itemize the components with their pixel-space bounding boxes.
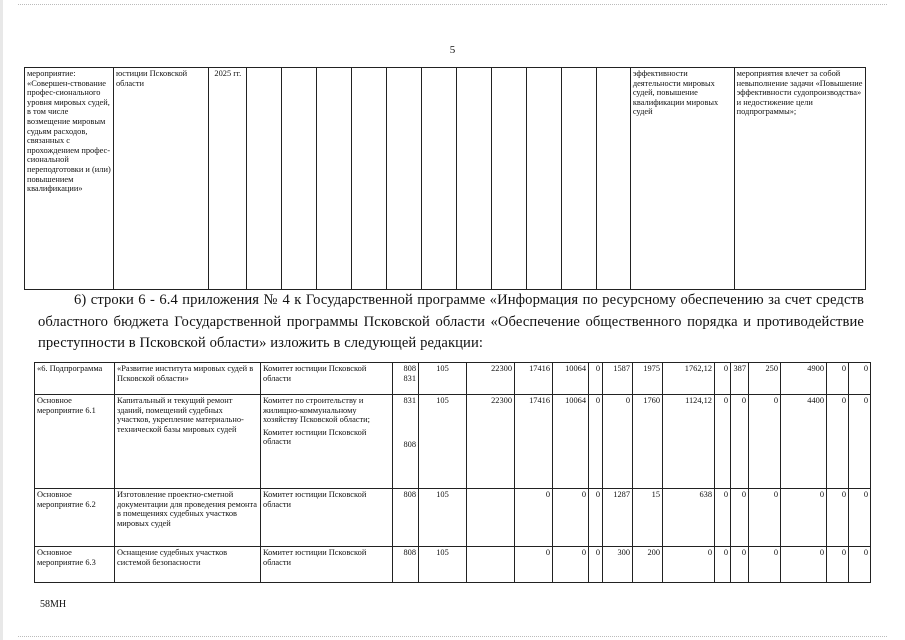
cell-empty <box>317 68 352 290</box>
page-number: 5 <box>449 44 456 56</box>
cell-value: 0 <box>515 489 553 547</box>
cell-value: 0 <box>715 395 731 489</box>
cell-value: 1287 <box>603 489 633 547</box>
cell-value: 4900 <box>781 363 827 395</box>
cell-value: 250 <box>749 363 781 395</box>
cell-value: 22300 <box>467 363 515 395</box>
cell-name: Капитальный и текущий ремонт зданий, помещений судебных участков, укрепление материально-технической базы мировых судей <box>115 395 261 489</box>
executor-line: Комитет юстиции Псковской области <box>263 427 367 447</box>
cell-value: 22300 <box>467 395 515 489</box>
cell-section: 105 <box>419 489 467 547</box>
cell-value: 1975 <box>633 363 663 395</box>
table-row <box>25 68 866 290</box>
cell-gov-code: 808 <box>393 489 419 547</box>
cell-executor <box>261 363 393 395</box>
cell-empty <box>282 68 317 290</box>
cell-name: Оснащение судебных участков системой безопасности <box>115 547 261 583</box>
cell-empty <box>352 68 387 290</box>
table-row <box>35 489 871 547</box>
cell-value: 0 <box>553 547 589 583</box>
scan-edge <box>0 0 3 640</box>
cell-number: Основное мероприятие 6.2 <box>35 489 115 547</box>
cell-value: 0 <box>589 547 603 583</box>
cell-value: 1762,12 <box>663 363 715 395</box>
cell-value: 0 <box>663 547 715 583</box>
cell-empty <box>561 68 596 290</box>
executor-line: Комитет по строительству и жилищно-коммунальному хозяйству Псковской области; <box>263 396 370 425</box>
amendment-paragraph: 6) строки 6 - 6.4 приложения № 4 к Государственной программе «Информация по ресурсному обеспечению за счет средств областного бюджета Государственной программы Псковской области «Обеспечение общественного порядка и противодействие преступности в Псковской области» изложить в следующей редакции: <box>38 292 864 351</box>
cell-value: 0 <box>827 489 849 547</box>
cell-value: 0 <box>749 395 781 489</box>
cell-value: 0 <box>715 363 731 395</box>
cell-value: 0 <box>589 489 603 547</box>
cell-number: Основное мероприятие 6.3 <box>35 547 115 583</box>
cell-value: 0 <box>781 547 827 583</box>
cell-period: 2025 гг. <box>209 68 247 290</box>
code-line: 831 <box>403 396 416 405</box>
cell-value: 0 <box>603 395 633 489</box>
cell-value: 1760 <box>633 395 663 489</box>
cell-value: 0 <box>553 489 589 547</box>
executor-line: Комитет юстиции Псковской области <box>263 364 367 383</box>
cell-empty <box>247 68 282 290</box>
cell-value: 17416 <box>515 395 553 489</box>
cell-value: 15 <box>633 489 663 547</box>
table-resources <box>34 362 871 583</box>
cell-section: 105 <box>419 547 467 583</box>
table-row <box>35 395 871 489</box>
cell-value <box>467 489 515 547</box>
scan-artifact-bottom <box>18 636 887 637</box>
cell-value: 0 <box>589 363 603 395</box>
cell-value: 300 <box>603 547 633 583</box>
cell-value: 0 <box>749 489 781 547</box>
cell-value: 4400 <box>781 395 827 489</box>
cell-value <box>467 547 515 583</box>
cell-value: 0 <box>827 363 849 395</box>
cell-value: 10064 <box>553 363 589 395</box>
cell-empty <box>422 68 457 290</box>
cell-value: 0 <box>715 489 731 547</box>
cell-name: «Развитие института мировых судей в Псковской области» <box>115 363 261 395</box>
cell-value: 1587 <box>603 363 633 395</box>
cell-value: 0 <box>827 395 849 489</box>
cell-empty <box>527 68 562 290</box>
cell-measure: мероприятие: «Совершен-ствование профес-сионального уровня мировых судей, в том числе возмещение мировым судьям расходов, связанных с прохождением профес-сиональной переподготовки и (или) повышением квалификации» <box>25 68 114 290</box>
cell-value: 200 <box>633 547 663 583</box>
cell-value: 10064 <box>553 395 589 489</box>
cell-executor <box>261 489 393 547</box>
cell-value: 0 <box>849 547 871 583</box>
cell-empty <box>492 68 527 290</box>
cell-value: 638 <box>663 489 715 547</box>
cell-value: 0 <box>715 547 731 583</box>
cell-result: эффективности деятельности мировых судей, повышение квалификации мировых судей <box>630 68 734 290</box>
document-code: 58МН <box>40 599 67 610</box>
cell-number: «6. Подпрограмма <box>35 363 115 395</box>
cell-executor: юстиции Псковской области <box>113 68 208 290</box>
executor-line: Комитет юстиции Псковской области <box>263 548 367 567</box>
cell-value: 1124,12 <box>663 395 715 489</box>
executor-line: Комитет юстиции Псковской области <box>263 490 367 509</box>
cell-value: 387 <box>731 363 749 395</box>
table-row <box>35 547 871 583</box>
cell-value: 0 <box>849 395 871 489</box>
cell-empty <box>457 68 492 290</box>
cell-value: 0 <box>781 489 827 547</box>
cell-value: 17416 <box>515 363 553 395</box>
code-line: 808 <box>403 364 416 373</box>
code-line: 808 <box>403 439 416 449</box>
cell-gov-code <box>393 363 419 395</box>
cell-value: 0 <box>849 489 871 547</box>
code-line: 831 <box>403 373 416 383</box>
cell-gov-code: 808 <box>393 547 419 583</box>
cell-section: 105 <box>419 363 467 395</box>
cell-executor <box>261 547 393 583</box>
cell-value: 0 <box>589 395 603 489</box>
cell-empty <box>387 68 422 290</box>
cell-value: 0 <box>731 489 749 547</box>
table-row <box>35 363 871 395</box>
cell-value: 0 <box>515 547 553 583</box>
cell-number: Основное мероприятие 6.1 <box>35 395 115 489</box>
cell-section: 105 <box>419 395 467 489</box>
cell-value: 0 <box>827 547 849 583</box>
cell-value: 0 <box>731 395 749 489</box>
cell-consequence: мероприятия влечет за собой невыполнение задачи «Повышение эффективности судопроизводства» и недостижение цели подпрограммы»; <box>734 68 865 290</box>
table-continuation <box>24 67 866 290</box>
cell-value: 0 <box>849 363 871 395</box>
scan-artifact-top <box>18 4 887 5</box>
cell-empty <box>596 68 630 290</box>
cell-executor <box>261 395 393 489</box>
cell-value: 0 <box>749 547 781 583</box>
cell-name: Изготовление проектно-сметной документации для проведения ремонта в помещениях судебных участков мировых судей <box>115 489 261 547</box>
cell-value: 0 <box>731 547 749 583</box>
cell-gov-code <box>393 395 419 489</box>
